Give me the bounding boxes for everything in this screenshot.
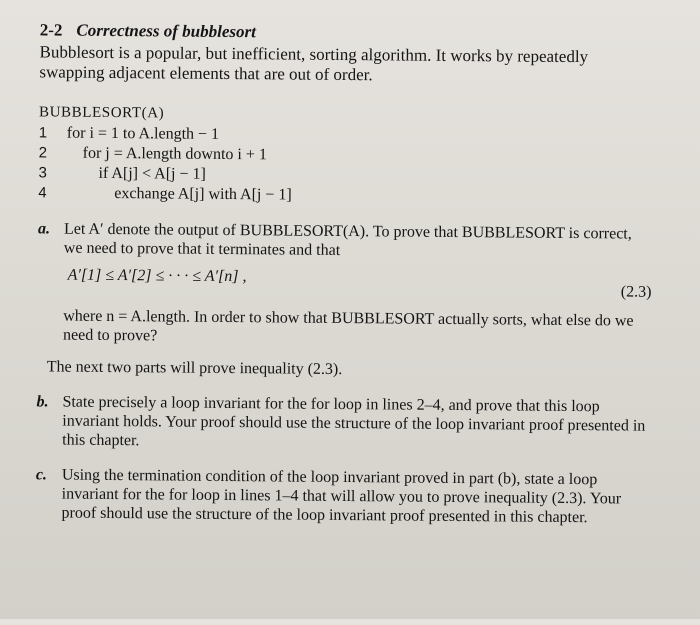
problem-header xyxy=(40,20,672,46)
algorithm-name: BUBBLESORT(A) xyxy=(39,104,671,127)
line-number: 4 xyxy=(38,183,66,203)
code-line xyxy=(38,183,670,209)
part-b-text: State precisely a loop invariant for the for loop in lines 2–4, and prove that this loop invariant holds. Your proof should use the structure of the loop invariant proof presented in this chapter. xyxy=(62,393,646,455)
line-number: 3 xyxy=(38,163,66,183)
code-text: if A[j] < A[j − 1] xyxy=(98,164,206,185)
problem-intro: Bubblesort is a popular, but inefficient, sorting algorithm. It works by repeatedly swapping adjacent elements that are out of order. xyxy=(39,42,654,87)
problem-title: Correctness of bubblesort xyxy=(76,21,256,43)
part-a xyxy=(37,219,648,349)
part-b xyxy=(36,392,646,454)
part-a-label: a. xyxy=(37,219,64,344)
equation-2-3 xyxy=(67,266,647,302)
part-c-label: c. xyxy=(35,465,61,522)
equation-number: (2.3) xyxy=(621,270,652,301)
bridge-text: The next two parts will prove inequality (2.3). xyxy=(47,358,669,381)
code-text: exchange A[j] with A[j − 1] xyxy=(114,184,292,206)
equation-text: A′[1] ≤ A′[2] ≤ · · · ≤ A′[n] , xyxy=(67,266,246,299)
part-c-text: Using the termination condition of the loop invariant proved in part (b), state a loop invariant for the for loop in lines 1–4 that will allow you to prove inequality (2.3). Your proof should use the structure of the loop invariant proof presented in this chapter. xyxy=(61,466,645,528)
pseudocode-block xyxy=(38,123,671,209)
part-b-label: b. xyxy=(36,392,62,449)
code-text: for j = A.length downto i + 1 xyxy=(83,144,267,166)
part-a-body xyxy=(63,220,648,350)
problem-number: 2-2 xyxy=(40,20,63,40)
part-a-text: Let A′ denote the output of BUBBLESORT(A). To prove that BUBBLESORT is correct, we need to prove that it terminates and that xyxy=(64,220,648,263)
code-indent xyxy=(66,184,114,204)
line-number: 2 xyxy=(39,143,67,163)
code-text: for i = 1 to A.length − 1 xyxy=(67,124,219,145)
code-indent xyxy=(66,164,98,184)
line-number: 1 xyxy=(39,123,67,143)
code-indent xyxy=(67,144,83,164)
part-a-question: where n = A.length. In order to show that BUBBLESORT actually sorts, what else do we need to prove? xyxy=(63,307,647,350)
part-c xyxy=(35,465,645,527)
